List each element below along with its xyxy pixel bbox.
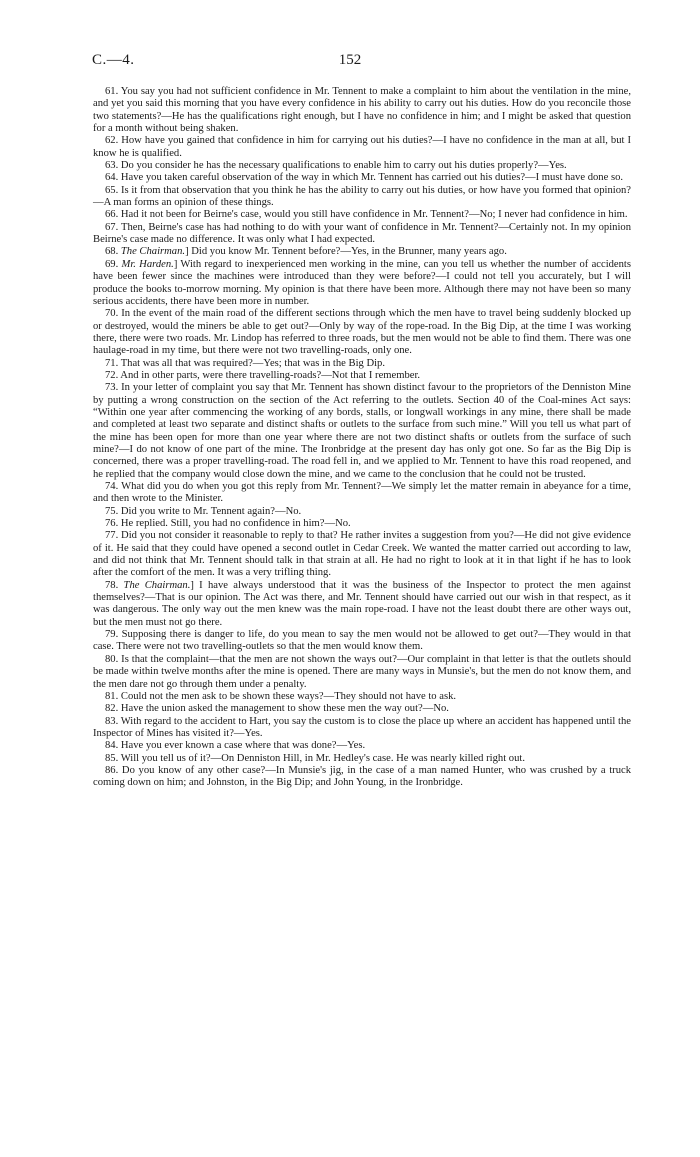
paragraph: 80. Is that the complaint—that the men are not shown the ways out?—Our complaint in that letter is that the outlets should be made within twelve months after the mine is opened. There are many ways in Munsie's, but the men do not know them, and the men dare not go through them under a penalty. <box>93 653 631 690</box>
paragraph: 81. Could not the men ask to be shown these ways?—They should not have to ask. <box>105 690 457 702</box>
paragraph: 85. Will you tell us of it?—On Denniston Hill, in Mr. Hedley's case. He was nearly killed right out. <box>105 752 525 764</box>
paragraph: 71. That was all that was required?—Yes; that was in the Big Dip. <box>105 357 386 369</box>
paragraph: 65. Is it from that observation that you think he has the ability to carry out his duties, or how have you formed that opinion?—A man forms an opinion of these things. <box>93 184 631 209</box>
paragraph: 69. Mr. Harden.] With regard to inexperienced men working in the mine, can you tell us whether the number of accidents have been fewer since the machines were introduced than they were before?—I could not tell you accurately, but I will produce the books to-morrow morning. My opinion is that there have been more. Although there may not have been so many serious accidents, there have been more in number. <box>93 258 631 307</box>
paragraph: 73. In your letter of complaint you say that Mr. Tennent has shown distinct favour to the proprietors of the Denniston Mine by putting a wrong construction on the section of the Act referring to the outlets. Section 40 of the Coal-mines Act says: “Within one year after commencing the working of any bords, stalls, or longwall workings in any mine, there shall be made and completed at least two separate and distinct shafts or outlets to the surface from such mine.” Will you tell us what part of the mine has been open for more than one year where there are not two distinct shafts or outlets from the surface of such mine?—I do not know of one part of the mine. The Ironbridge at the present day has only got one. So far as the Big Dip is concerned, there was a proper travelling-road. The road fell in, and we applied to Mr. Tennent to have this road reopened, and he replied that the company would close down the mine, and we came to the conclusion that he could not be trusted. <box>93 382 631 480</box>
paragraph: 74. What did you do when you got this reply from Mr. Tennent?—We simply let the matter remain in abeyance for a time, and then wrote to the Minister. <box>93 481 631 505</box>
paragraph: 63. Do you consider he has the necessary qualifications to enable him to carry out his duties properly?—Yes. <box>105 160 567 172</box>
page-reference: C.—4. <box>92 52 135 68</box>
paragraph: 61. You say you had not sufficient confidence in Mr. Tennent to make a complaint to him about the ventilation in the mine, and yet you said this morning that you have every confidence in his ability to carry out his duties. How do you reconcile those two statements?—He has the qualifications right enough, but I have no confidence in him; and I might be asked that question for a month without being shaken. <box>93 86 631 135</box>
paragraph: 82. Have the union asked the management to show these men the way out?—No. <box>105 703 449 715</box>
speaker-label: The Chairman. <box>123 579 191 591</box>
paragraph: 67. Then, Beirne's case has had nothing to do with your want of confidence in Mr. Tennent?—Certainly not. In my opinion Beirne's case made no difference. It was only what I had expected. <box>93 221 631 246</box>
body-text <box>93 86 631 790</box>
paragraph: 68. The Chairman.] Did you know Mr. Tennent before?—Yes, in the Brunner, many years ago. <box>105 246 507 258</box>
speaker-label: The Chairman. <box>120 246 186 258</box>
paragraph: 70. In the event of the main road of the different sections through which the men have to travel being suddenly blocked up or destroyed, would the miners be able to get out?—Only by way of the rope-road. In the Big Dip, at the time I was working there, there were two roads. Mr. Lindop has referred to three roads, but the men would not be able to find them. There was one haulage-road in my time, but there were not two travelling-roads, only one. <box>93 308 631 357</box>
paragraph: 66. Had it not been for Beirne's case, would you still have confidence in Mr. Tennent?—No; I never had confidence in him. <box>105 209 628 221</box>
paragraph: 75. Did you write to Mr. Tennent again?—No. <box>105 505 302 517</box>
paragraph: 76. He replied. Still, you had no confidence in him?—No. <box>105 518 351 530</box>
paragraph: 79. Supposing there is danger to life, do you mean to say the men would not be allowed to get out?—They would in that case. There were not two travelling-outlets so that the men would know them. <box>93 629 631 653</box>
paragraph: 64. Have you taken careful observation of the way in which Mr. Tennent has carried out his duties?—I must have done so. <box>105 172 624 184</box>
paragraph: 62. How have you gained that confidence in him for carrying out his duties?—I have no confidence in the man at all, but I know he is qualified. <box>93 135 631 159</box>
page-number: 152 <box>338 52 362 68</box>
speaker-label: Mr. Harden. <box>121 258 174 270</box>
paragraph: 72. And in other parts, were there travelling-roads?—Not that I remember. <box>105 369 421 381</box>
paragraph: 84. Have you ever known a case where that was done?—Yes. <box>105 740 366 752</box>
paragraph: 83. With regard to the accident to Hart, you say the custom is to close the place up where an accident has happened until the Inspector of Mines has visited it?—Yes. <box>93 715 631 739</box>
paragraph: 77. Did you not consider it reasonable to reply to that? He rather invites a suggestion from you?—He did not give evidence of it. He said that they could have opened a second outlet in Cedar Creek. We wanted the matter carried out according to law, and did not think that Mr. Tennent should talk in that strain at all. He had no right to look at it in that light if he has to look after the comfort of the men. It was a very trifling thing. <box>93 530 631 579</box>
page-header <box>0 52 700 76</box>
paragraph: 78. The Chairman.] I have always understood that it was the business of the Inspector to protect the men against themselves?—That is our opinion. The Act was there, and Mr. Tennent should have carried out our wish in that respect, as it was dangerous. The only way out the men knew was the main rope-road. I have not the least doubt there are other ways out, but the men must not go there. <box>93 579 631 628</box>
paragraph: 86. Do you know of any other case?—In Munsie's jig, in the case of a man named Hunter, who was crushed by a truck coming down on him; and Johnston, in the Big Dip; and John Young, in the Ironbridge. <box>93 764 631 789</box>
